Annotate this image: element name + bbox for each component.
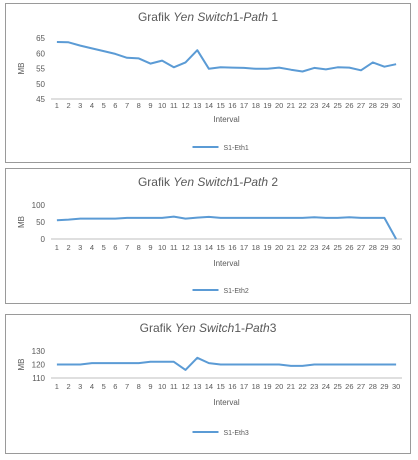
x-tick-label: 2 <box>66 101 71 110</box>
x-tick-label: 27 <box>356 243 366 252</box>
x-tick-label: 13 <box>193 243 202 252</box>
y-tick-label: 110 <box>32 374 45 383</box>
x-tick-label: 12 <box>181 243 190 252</box>
x-tick-label: 9 <box>148 101 153 110</box>
x-tick-label: 4 <box>89 382 95 391</box>
x-tick-label: 17 <box>239 382 249 391</box>
x-tick-label: 9 <box>148 243 153 252</box>
chart-title: Grafik Yen Switch1-Path 2 <box>137 175 279 189</box>
x-tick-label: 25 <box>333 101 342 110</box>
y-tick-label: 130 <box>31 347 45 356</box>
x-tick-label: 18 <box>251 243 260 252</box>
x-tick-label: 14 <box>204 243 214 252</box>
x-tick-label: 6 <box>113 101 118 110</box>
x-tick-label: 8 <box>136 101 141 110</box>
x-tick-label: 16 <box>228 101 237 110</box>
x-tick-label: 15 <box>216 382 225 391</box>
series-line-s1-eth3 <box>57 358 396 370</box>
x-tick-label: 19 <box>263 243 272 252</box>
x-tick-label: 2 <box>66 243 71 252</box>
chart-panel-path-2 <box>5 168 411 304</box>
x-tick-label: 12 <box>181 382 190 391</box>
x-tick-label: 14 <box>204 101 214 110</box>
x-tick-label: 15 <box>216 243 225 252</box>
y-tick-label: 60 <box>36 49 45 59</box>
x-tick-label: 18 <box>251 382 260 391</box>
x-axis-title: Interval <box>213 115 240 124</box>
y-tick-label: 120 <box>31 360 45 370</box>
x-tick-label: 18 <box>251 101 260 110</box>
series-line-s1-eth2 <box>57 217 396 239</box>
x-tick-label: 4 <box>89 101 95 110</box>
x-tick-label: 4 <box>89 243 95 252</box>
x-tick-label: 8 <box>136 382 141 391</box>
x-tick-label: 20 <box>274 243 284 252</box>
x-tick-label: 30 <box>391 382 401 391</box>
x-tick-label: 21 <box>286 101 296 110</box>
x-tick-label: 8 <box>136 243 141 252</box>
x-tick-label: 26 <box>345 382 354 391</box>
x-tick-label: 1 <box>54 243 59 252</box>
x-tick-label: 20 <box>274 101 284 110</box>
x-tick-label: 21 <box>286 382 296 391</box>
x-axis-title: Interval <box>213 259 240 268</box>
x-tick-label: 1 <box>54 382 59 391</box>
x-tick-label: 16 <box>228 243 237 252</box>
y-axis-title: MB <box>17 62 26 75</box>
x-tick-label: 20 <box>274 382 284 391</box>
line-chart-path-2 <box>6 169 410 303</box>
x-tick-label: 15 <box>216 101 225 110</box>
x-tick-label: 23 <box>310 382 319 391</box>
chart-title: Grafik Yen Switch1-Path 1 <box>137 10 279 24</box>
legend <box>193 430 249 437</box>
x-tick-label: 12 <box>181 101 190 110</box>
chart-panel-path-3 <box>5 314 411 454</box>
y-tick-label: 100 <box>31 201 45 210</box>
x-tick-label: 24 <box>321 101 331 110</box>
chart-panel-path-1 <box>5 3 411 163</box>
y-axis-title: MB <box>17 358 26 371</box>
x-tick-label: 9 <box>148 382 153 391</box>
x-tick-label: 26 <box>345 243 354 252</box>
x-tick-label: 10 <box>157 243 167 252</box>
x-tick-label: 25 <box>333 382 342 391</box>
x-tick-label: 2 <box>66 382 71 391</box>
x-tick-label: 7 <box>124 101 130 110</box>
legend-label: S1-Eth3 <box>223 430 249 437</box>
x-tick-label: 23 <box>310 101 319 110</box>
x-tick-label: 21 <box>286 243 296 252</box>
y-tick-label: 0 <box>40 235 45 244</box>
y-tick-label: 55 <box>36 64 45 74</box>
x-tick-label: 19 <box>263 101 272 110</box>
x-tick-label: 27 <box>356 382 366 391</box>
x-tick-label: 24 <box>321 382 331 391</box>
x-tick-label: 6 <box>113 382 118 391</box>
x-tick-label: 17 <box>239 101 249 110</box>
x-tick-label: 13 <box>193 382 202 391</box>
x-tick-label: 24 <box>321 243 331 252</box>
x-tick-label: 3 <box>78 382 83 391</box>
x-tick-label: 19 <box>263 382 272 391</box>
x-tick-label: 5 <box>101 101 106 110</box>
x-tick-label: 11 <box>169 101 178 110</box>
x-tick-label: 27 <box>356 101 366 110</box>
x-tick-label: 29 <box>380 243 389 252</box>
y-tick-label: 50 <box>36 79 45 89</box>
chart-title: Grafik Yen Switch1-Path3 <box>139 321 277 335</box>
x-tick-label: 6 <box>113 243 118 252</box>
line-chart-path-3 <box>6 315 410 453</box>
x-tick-label: 7 <box>124 382 130 391</box>
x-tick-label: 22 <box>298 382 307 391</box>
x-tick-label: 29 <box>380 382 389 391</box>
x-tick-label: 10 <box>157 101 167 110</box>
y-tick-label: 65 <box>36 34 45 43</box>
legend <box>193 288 249 295</box>
x-tick-label: 10 <box>157 382 167 391</box>
x-tick-label: 14 <box>204 382 214 391</box>
x-tick-label: 5 <box>101 382 106 391</box>
x-tick-label: 30 <box>391 243 401 252</box>
y-tick-label: 45 <box>36 95 45 104</box>
x-tick-label: 11 <box>169 382 178 391</box>
x-tick-label: 1 <box>54 101 59 110</box>
x-tick-label: 3 <box>78 101 83 110</box>
series-line-s1-eth1 <box>57 42 396 72</box>
x-tick-label: 13 <box>193 101 202 110</box>
x-tick-label: 11 <box>169 243 178 252</box>
x-tick-label: 16 <box>228 382 237 391</box>
legend-label: S1-Eth2 <box>223 288 249 295</box>
y-axis-title: MB <box>17 216 26 228</box>
x-tick-label: 30 <box>391 101 401 110</box>
line-chart-path-1 <box>6 4 410 162</box>
x-tick-label: 5 <box>101 243 106 252</box>
x-tick-label: 29 <box>380 101 389 110</box>
x-tick-label: 28 <box>368 382 377 391</box>
x-tick-label: 7 <box>124 243 130 252</box>
x-axis-title: Interval <box>213 398 240 407</box>
legend <box>193 145 249 152</box>
x-tick-label: 22 <box>298 243 307 252</box>
x-tick-label: 23 <box>310 243 319 252</box>
x-tick-label: 17 <box>239 243 249 252</box>
x-tick-label: 28 <box>368 101 377 110</box>
x-tick-label: 25 <box>333 243 342 252</box>
y-tick-label: 50 <box>36 218 45 227</box>
x-tick-label: 28 <box>368 243 377 252</box>
x-tick-label: 26 <box>345 101 354 110</box>
x-tick-label: 3 <box>78 243 83 252</box>
legend-label: S1-Eth1 <box>223 145 249 152</box>
x-tick-label: 22 <box>298 101 307 110</box>
